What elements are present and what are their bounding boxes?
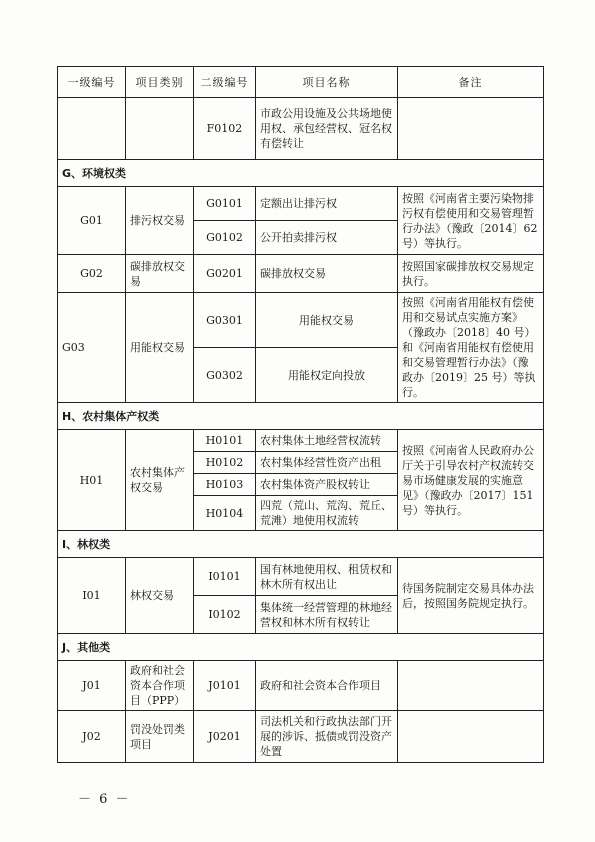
cell-remarks: 待国务院制定交易具体办法后，按照国务院规定执行。 bbox=[398, 558, 544, 634]
cell-level2-code: H0101 bbox=[194, 430, 256, 452]
header-category: 项目类别 bbox=[126, 67, 194, 98]
section-title: H、农村集体产权类 bbox=[58, 403, 544, 430]
cell-item-name: 公开拍卖排污权 bbox=[256, 221, 398, 255]
section-row-j bbox=[58, 634, 544, 661]
cell-category: 排污权交易 bbox=[126, 187, 194, 255]
section-row-h bbox=[58, 403, 544, 430]
section-title: I、林权类 bbox=[58, 531, 544, 558]
header-item-name: 项目名称 bbox=[256, 67, 398, 98]
cell-level2-code: G0201 bbox=[194, 255, 256, 293]
cell-level2-code: F0102 bbox=[194, 98, 256, 160]
table-row bbox=[58, 558, 544, 596]
cell-category: 林权交易 bbox=[126, 558, 194, 634]
table-row bbox=[58, 711, 544, 763]
cell-empty bbox=[58, 98, 126, 160]
cell-category: 罚没处罚类项目 bbox=[126, 711, 194, 763]
cell-level1-code: G02 bbox=[58, 255, 126, 293]
section-title: J、其他类 bbox=[58, 634, 544, 661]
table-row bbox=[58, 293, 544, 348]
cell-item-name: 定额出让排污权 bbox=[256, 187, 398, 221]
cell-item-name: 集体统一经营管理的林地经营权和林木所有权转让 bbox=[256, 596, 398, 634]
cell-empty bbox=[398, 711, 544, 763]
cell-level1-code: G01 bbox=[58, 187, 126, 255]
cell-level2-code: I0102 bbox=[194, 596, 256, 634]
cell-category: 农村集体产权交易 bbox=[126, 430, 194, 531]
table-row bbox=[58, 255, 544, 293]
cell-level2-code: G0102 bbox=[194, 221, 256, 255]
table-row bbox=[58, 98, 544, 160]
page-number: － 6 － bbox=[78, 792, 131, 807]
cell-item-name: 农村集体经营性资产出租 bbox=[256, 452, 398, 474]
cell-item-name: 用能权交易 bbox=[256, 293, 398, 348]
section-row-g bbox=[58, 160, 544, 187]
cell-level1-code: J01 bbox=[58, 661, 126, 711]
cell-category: 政府和社会资本合作项目（PPP） bbox=[126, 661, 194, 711]
cell-level2-code: G0101 bbox=[194, 187, 256, 221]
cell-remarks: 按照《河南省人民政府办公厅关于引导农村产权流转交易市场健康发展的实施意见》（豫政办〔2017〕151 号）等执行。 bbox=[398, 430, 544, 531]
section-title: G、环境权类 bbox=[58, 160, 544, 187]
cell-level2-code: G0302 bbox=[194, 348, 256, 403]
cell-item-name: 碳排放权交易 bbox=[256, 255, 398, 293]
table-row bbox=[58, 187, 544, 221]
table-row bbox=[58, 430, 544, 452]
cell-level2-code: H0103 bbox=[194, 474, 256, 496]
cell-level2-code: H0104 bbox=[194, 496, 256, 531]
cell-category: 用能权交易 bbox=[126, 293, 194, 403]
cell-item-name: 市政公用设施及公共场地使用权、承包经营权、冠名权有偿转让 bbox=[256, 98, 398, 160]
header-row bbox=[58, 67, 544, 98]
cell-item-name: 司法机关和行政执法部门开展的涉诉、抵债或罚没资产处置 bbox=[256, 711, 398, 763]
cell-level1-code: H01 bbox=[58, 430, 126, 531]
cell-empty bbox=[126, 98, 194, 160]
cell-category: 碳排放权交易 bbox=[126, 255, 194, 293]
header-level1-code: 一级编号 bbox=[58, 67, 126, 98]
cell-level2-code: I0101 bbox=[194, 558, 256, 596]
cell-level2-code: G0301 bbox=[194, 293, 256, 348]
cell-remarks: 按照国家碳排放权交易规定执行。 bbox=[398, 255, 544, 293]
cell-item-name: 国有林地使用权、租赁权和林木所有权出让 bbox=[256, 558, 398, 596]
header-level2-code: 二级编号 bbox=[194, 67, 256, 98]
cell-item-name: 四荒（荒山、荒沟、荒丘、荒滩）地使用权流转 bbox=[256, 496, 398, 531]
project-table bbox=[57, 66, 544, 763]
cell-item-name: 农村集体资产股权转让 bbox=[256, 474, 398, 496]
cell-remarks: 按照《河南省主要污染物排污权有偿使用和交易管理暂行办法》（豫政〔2014〕62 号）等执行。 bbox=[398, 187, 544, 255]
cell-item-name: 用能权定向投放 bbox=[256, 348, 398, 403]
cell-level2-code: J0101 bbox=[194, 661, 256, 711]
cell-empty bbox=[398, 98, 544, 160]
cell-level1-code: I01 bbox=[58, 558, 126, 634]
cell-item-name: 政府和社会资本合作项目 bbox=[256, 661, 398, 711]
cell-level1-code: J02 bbox=[58, 711, 126, 763]
table-row bbox=[58, 661, 544, 711]
header-remarks: 备注 bbox=[398, 67, 544, 98]
cell-level2-code: H0102 bbox=[194, 452, 256, 474]
cell-empty bbox=[398, 661, 544, 711]
cell-item-name: 农村集体土地经营权流转 bbox=[256, 430, 398, 452]
section-row-i bbox=[58, 531, 544, 558]
cell-level1-code: G03 bbox=[58, 293, 126, 403]
cell-level2-code: J0201 bbox=[194, 711, 256, 763]
cell-remarks: 按照《河南省用能权有偿使用和交易试点实施方案》（豫政办〔2018〕40 号）和《河南省用能权有偿使用和交易管理暂行办法》（豫政办〔2019〕25 号）等执行。 bbox=[398, 293, 544, 403]
